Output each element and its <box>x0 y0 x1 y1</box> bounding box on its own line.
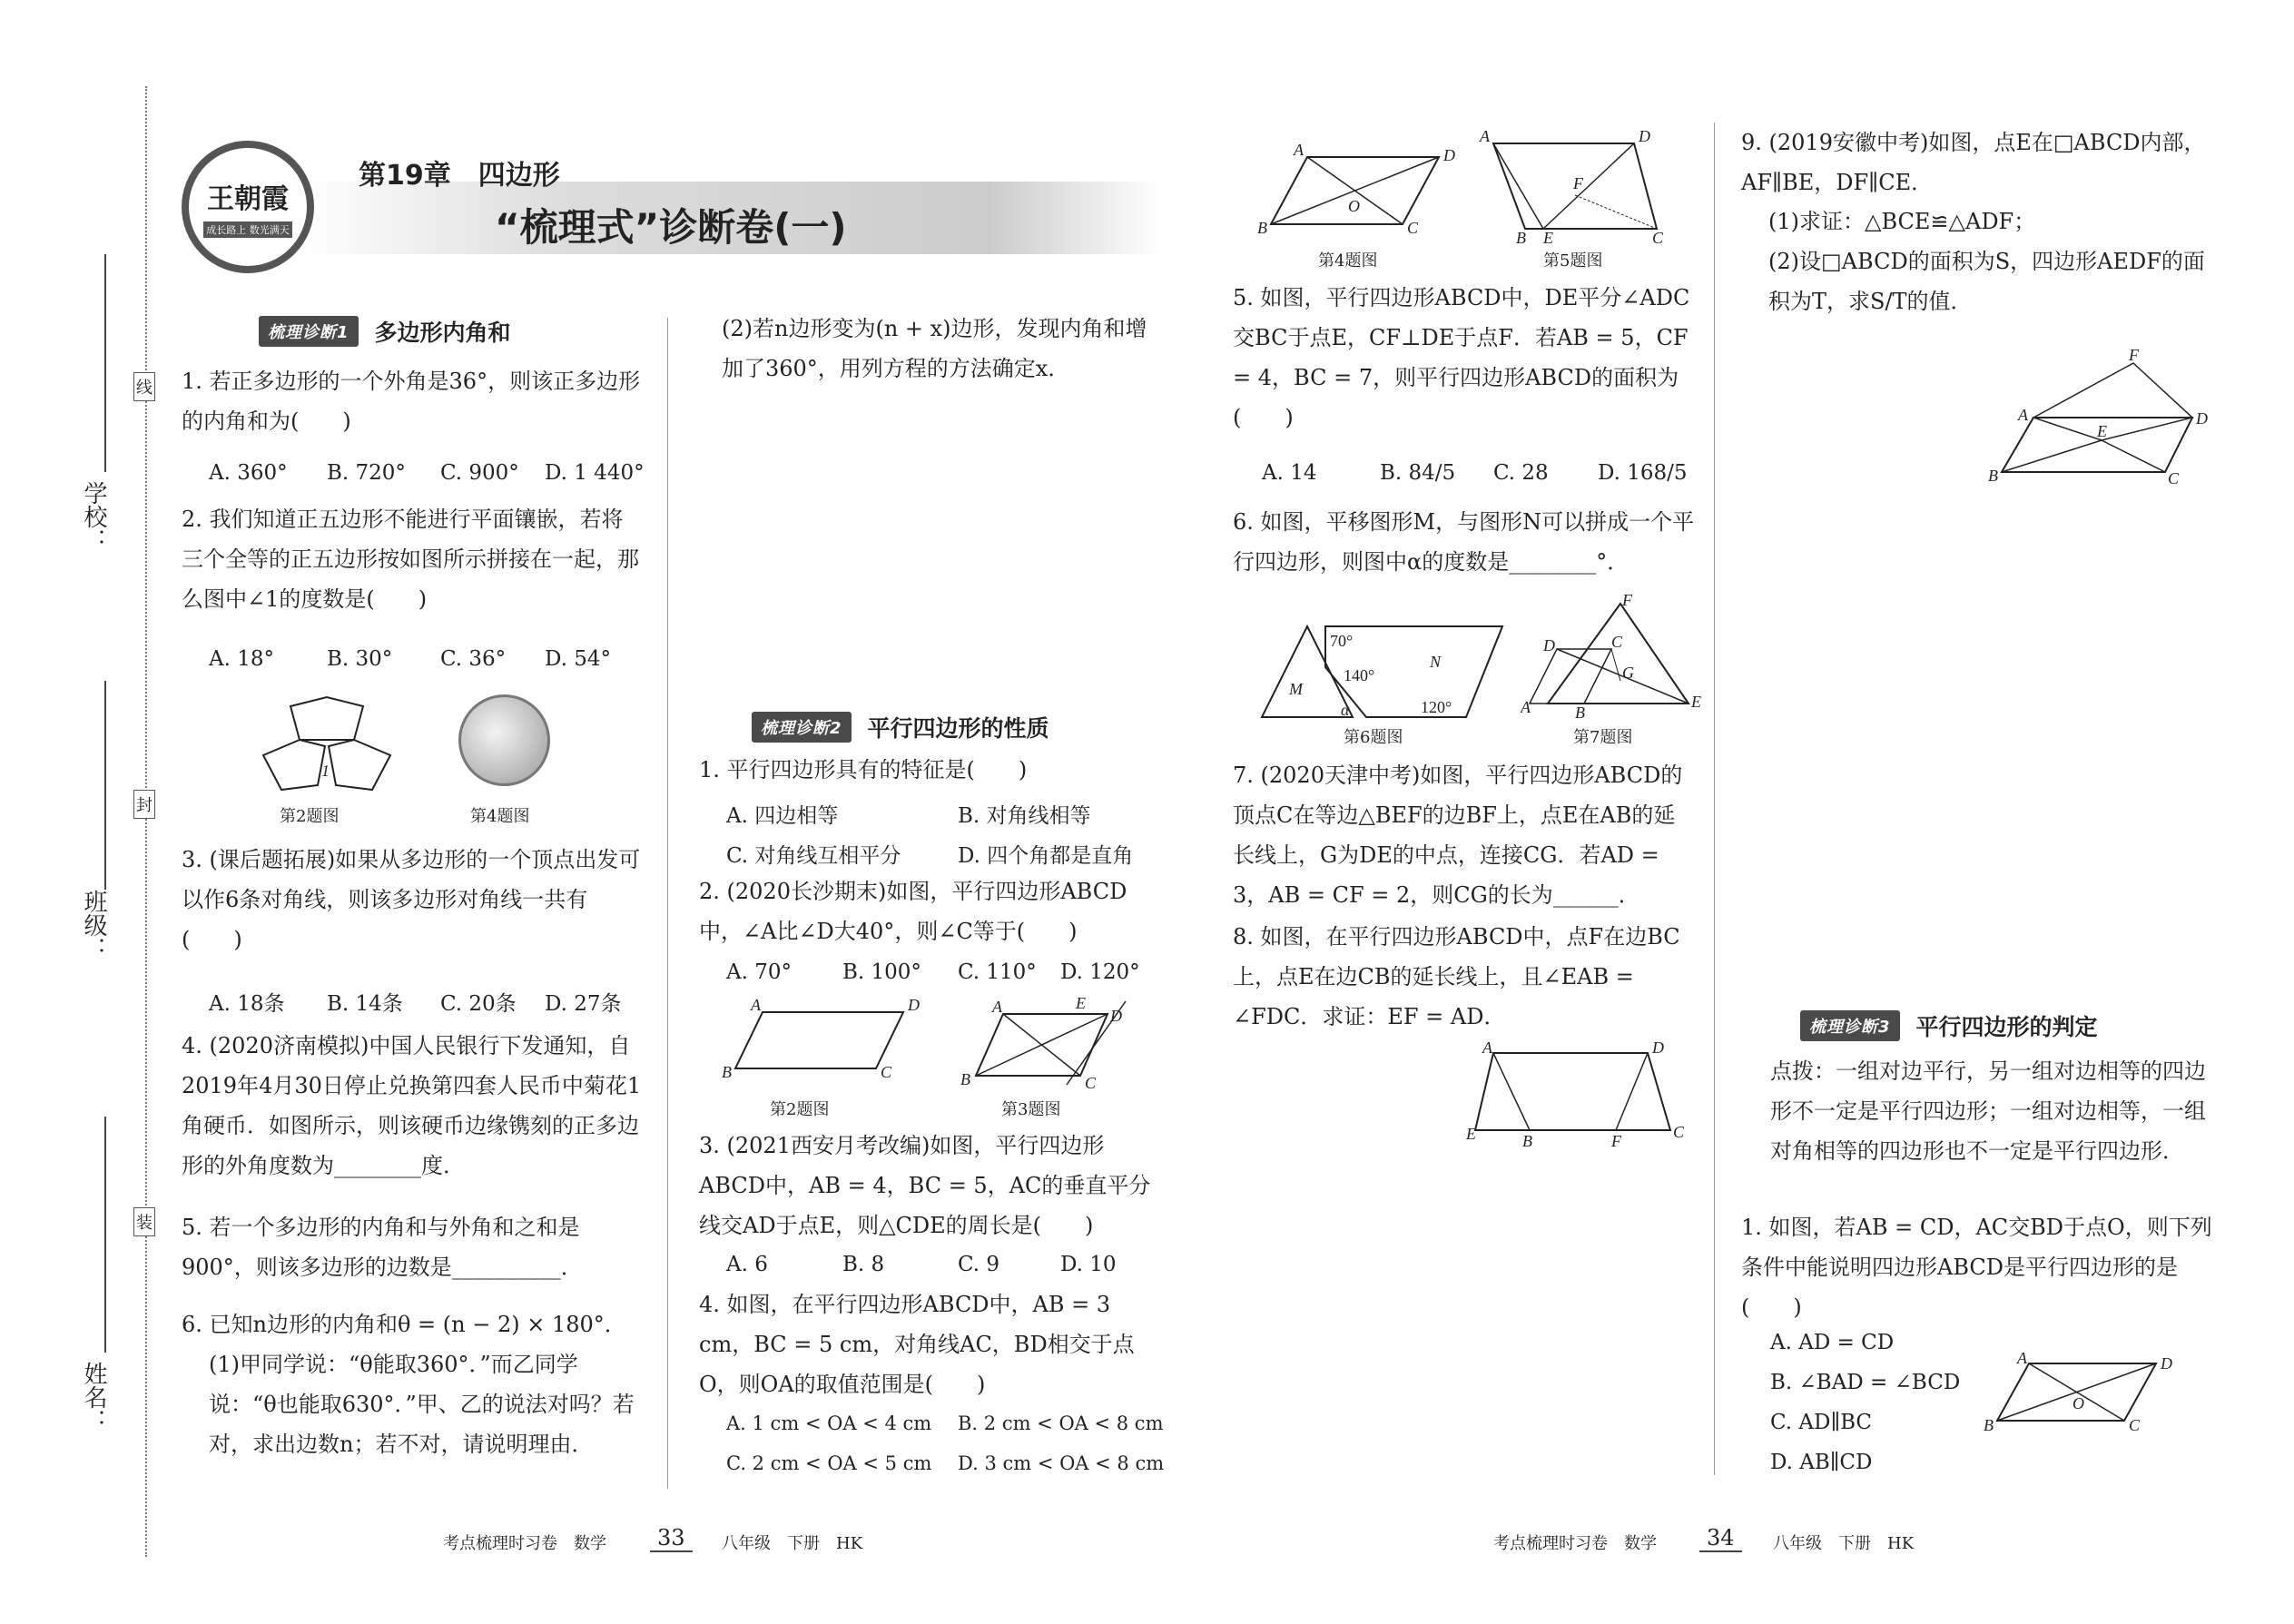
svg-text:B: B <box>1984 1416 1994 1434</box>
section-tag: 梳理诊断1 <box>259 316 359 347</box>
question-5: 5. 若一个多边形的内角和与外角和之和是900°，则该多边形的边数是__________． <box>182 1215 583 1280</box>
question-7: 7. (2020天津中考)如图，平行四边形ABCD的顶点C在等边△BEF的边BF上，点E在AB的延长线上，G为DE的中点，连接CG．若AD = 3，AB = CF = 2，则CG的长为______． <box>1233 763 1683 908</box>
svg-text:A: A <box>751 996 761 1014</box>
svg-text:M: M <box>1289 680 1303 698</box>
option[interactable]: A. 360° <box>209 461 288 485</box>
parallelogram-figure <box>958 994 1148 1094</box>
translation-figure <box>1257 617 1511 726</box>
question-2: 2. 我们知道正五边形不能进行平面镶嵌，若将三个全等的正五边形按如图所示拼接在一起，那么图中∠1的度数是( ) <box>182 507 639 612</box>
question-9-part-1: (1)求证：△BCE≌△ADF； <box>1768 209 2036 234</box>
svg-text:A: A <box>1294 141 1304 159</box>
option[interactable]: C. 110° <box>958 960 1037 984</box>
svg-text:N: N <box>1430 653 1442 671</box>
logo <box>182 141 314 273</box>
option[interactable]: A. 四边相等 <box>726 804 839 828</box>
svg-text:D: D <box>1543 636 1555 655</box>
question-9: 9. (2019安徽中考)如图，点E在□ABCD内部，AF∥BE，DF∥CE． <box>1741 130 2206 195</box>
pentagon-figure <box>254 690 399 799</box>
svg-text:B: B <box>1522 1132 1532 1148</box>
parallelogram-figure <box>1984 349 2210 486</box>
parallelogram-figure <box>1984 1353 2174 1434</box>
option[interactable]: B. 8 <box>842 1253 885 1276</box>
svg-text:A: A <box>992 998 1002 1016</box>
section-3-header <box>1800 1009 2098 1042</box>
parallelogram-figure <box>722 994 921 1085</box>
parallelogram-figure <box>1475 127 1675 245</box>
option[interactable]: D. 27条 <box>545 992 622 1016</box>
option[interactable]: B. 2 cm < OA < 8 cm <box>958 1412 1164 1434</box>
svg-text:B: B <box>960 1070 970 1088</box>
question-3: 3. (2021西安月考改编)如图，平行四边形ABCD中，AB = 4，BC = 5，AC的垂直平分线交AD于点E，则△CDE的周长是( ) <box>699 1133 1151 1238</box>
option[interactable]: A. 1 cm < OA < 4 cm <box>726 1412 932 1434</box>
option[interactable]: C. 对角线互相平分 <box>726 844 901 868</box>
svg-text:D: D <box>2161 1354 2172 1373</box>
option[interactable]: D. 四个角都是直角 <box>958 844 1134 868</box>
seal-zhuang: 装 <box>133 1207 155 1236</box>
angle-label: 1 <box>321 762 330 780</box>
name-label: 姓名： <box>80 1362 107 1432</box>
option[interactable]: D. 1 440° <box>545 461 645 485</box>
coin-image <box>458 694 550 786</box>
svg-text:F: F <box>1622 595 1632 609</box>
option[interactable]: C. 2 cm < OA < 5 cm <box>726 1452 932 1474</box>
question-6-part-2: (2)若n边形变为(n + x)边形，发现内角和增加了360°，用列方程的方法确定x． <box>722 316 1147 381</box>
page-number: 34 <box>1699 1525 1742 1552</box>
parallelogram-figure <box>1466 1039 1684 1148</box>
option[interactable]: D. 54° <box>545 647 612 671</box>
option[interactable]: A. 18° <box>209 647 274 671</box>
option[interactable]: A. 6 <box>726 1253 768 1276</box>
question-6: 6. 如图，平移图形M，与图形N可以拼成一个平行四边形，则图中α的度数是________°． <box>1233 509 1695 575</box>
option[interactable]: D. 168/5 <box>1598 461 1688 485</box>
option[interactable]: C. AD∥BC <box>1770 1411 1873 1434</box>
svg-text:E: E <box>1466 1125 1476 1143</box>
svg-text:D: D <box>1110 1007 1122 1025</box>
binding-line <box>145 86 147 1557</box>
option[interactable]: D. 3 cm < OA < 8 cm <box>958 1452 1165 1474</box>
option[interactable]: C. 9 <box>958 1253 1000 1276</box>
column-divider <box>667 318 668 1489</box>
svg-text:D: D <box>2196 409 2208 428</box>
svg-text:C: C <box>881 1063 892 1081</box>
school-field[interactable] <box>104 254 106 472</box>
option[interactable]: B. 84/5 <box>1380 461 1456 485</box>
footer-left: 考点梳理时习卷 数学 <box>1493 1534 1657 1553</box>
option[interactable]: A. 14 <box>1262 461 1317 485</box>
question-5: 5. 如图，平行四边形ABCD中，DE平分∠ADC交BC于点E，CF⊥DE于点F．若AB = 5，CF = 4，BC = 7，则平行四边形ABCD的面积为( ) <box>1233 285 1690 430</box>
figure-caption: 第4题图 <box>470 807 530 826</box>
svg-text:E: E <box>1076 994 1086 1012</box>
svg-text:C: C <box>1611 633 1623 651</box>
seal-xian: 线 <box>133 372 155 401</box>
svg-text:C: C <box>1652 229 1664 245</box>
svg-text:C: C <box>2168 469 2180 486</box>
question-4: 4. (2020济南模拟)中国人民银行下发通知，自2019年4月30日停止兑换第四套人民币中菊花1角硬币．如图所示，则该硬币边缘镌刻的正多边形的外角度数为________度． <box>182 1033 642 1178</box>
svg-text:G: G <box>1622 664 1634 682</box>
svg-text:O: O <box>2072 1394 2084 1412</box>
footer-left: 考点梳理时习卷 数学 <box>443 1534 606 1553</box>
section-2-header <box>752 711 1049 743</box>
class-label: 班级： <box>80 890 107 960</box>
seal-feng: 封 <box>133 790 155 819</box>
question-1: 1. 若正多边形的一个外角是36°，则该正多边形的内角和为( ) <box>182 369 641 434</box>
option[interactable]: B. 100° <box>842 960 921 984</box>
option[interactable]: A. AD = CD <box>1770 1331 1895 1354</box>
svg-text:D: D <box>908 996 920 1014</box>
svg-text:A: A <box>2018 406 2028 424</box>
column-divider <box>1714 123 1715 1475</box>
svg-text:B: B <box>1257 219 1267 237</box>
question-3: 3. (课后题拓展)如果从多边形的一个顶点出发可以作6条对角线，则该多边形对角线一共有( ) <box>182 847 641 952</box>
figure-caption: 第4题图 <box>1318 251 1378 271</box>
section-tag: 梳理诊断2 <box>752 712 852 743</box>
question-6-part-1: (1)甲同学说：“θ能取360°．”而乙同学说：“θ也能取630°．”甲、乙的说法对吗？若对，求出边数n；若不对，请说明理由． <box>209 1352 635 1457</box>
page-title: “梳理式”诊断卷(一) <box>495 205 847 250</box>
svg-text:D: D <box>1443 146 1455 164</box>
figure-caption: 第6题图 <box>1344 728 1403 747</box>
triangle-figure <box>1521 595 1702 722</box>
figure-caption: 第5题图 <box>1543 251 1603 271</box>
svg-text:A: A <box>1480 127 1490 145</box>
chapter-title: 第19章 四边形 <box>359 160 560 192</box>
tip-text: 点拨：一组对边平行，另一组对边相等的四边形不一定是平行四边形；一组对边相等，一组对角相等的四边形也不一定是平行四边形． <box>1770 1058 2206 1164</box>
angle-alpha: α <box>1341 701 1350 719</box>
angle-70: 70° <box>1330 632 1354 650</box>
option[interactable]: C. 20条 <box>440 992 517 1016</box>
option[interactable]: B. 14条 <box>327 992 403 1016</box>
question-4: 4. 如图，在平行四边形ABCD中，AB = 3 cm，BC = 5 cm，对角线AC，BD相交于点O，则OA的取值范围是( ) <box>699 1292 1135 1397</box>
svg-text:C: C <box>2129 1416 2141 1434</box>
option[interactable]: C. 36° <box>440 647 507 671</box>
figure-caption: 第2题图 <box>770 1100 830 1119</box>
question-6: 6. 已知n边形的内角和θ = (n − 2) × 180°． <box>182 1312 626 1337</box>
parallelogram-figure <box>1257 141 1475 241</box>
angle-120: 120° <box>1421 698 1452 716</box>
footer-right: 八年级 下册 HK <box>1773 1534 1915 1553</box>
option[interactable]: C. 900° <box>440 461 519 485</box>
svg-text:F: F <box>2129 349 2139 364</box>
svg-text:F: F <box>1573 174 1583 192</box>
option[interactable]: C. 28 <box>1493 461 1549 485</box>
option[interactable]: B. 720° <box>327 461 406 485</box>
svg-text:A: A <box>2017 1353 2027 1367</box>
svg-text:B: B <box>1575 704 1585 722</box>
svg-text:C: C <box>1407 219 1419 237</box>
question-9-part-2: (2)设□ABCD的面积为S，四边形AEDF的面积为T，求S/T的值． <box>1768 249 2205 314</box>
svg-text:F: F <box>1611 1132 1621 1148</box>
name-field[interactable] <box>104 1117 106 1353</box>
angle-140: 140° <box>1344 666 1375 684</box>
question-8: 8. 如图，在平行四边形ABCD中，点F在边BC上，点E在边CB的延长线上，且∠EAB = ∠FDC．求证：EF = AD． <box>1233 924 1680 1029</box>
section-tag: 梳理诊断3 <box>1800 1010 1900 1041</box>
class-field[interactable] <box>104 681 106 890</box>
figure-caption: 第3题图 <box>1001 1100 1061 1119</box>
question-1: 1. 平行四边形具有的特征是( ) <box>699 757 1028 782</box>
option[interactable]: B. 对角线相等 <box>958 804 1091 828</box>
svg-text:D: D <box>1652 1039 1664 1057</box>
svg-text:B: B <box>1988 467 1998 485</box>
svg-text:E: E <box>1691 693 1701 711</box>
logo-sub: 成长路上 数光满天 <box>203 221 292 238</box>
section-title: 平行四边形的性质 <box>867 715 1049 742</box>
option[interactable]: B. 30° <box>327 647 393 671</box>
svg-text:A: A <box>1482 1039 1492 1057</box>
footer-right: 八年级 下册 HK <box>722 1534 863 1553</box>
option[interactable]: D. 120° <box>1060 960 1140 984</box>
option[interactable]: A. 18条 <box>209 992 285 1016</box>
svg-text:D: D <box>1639 127 1650 145</box>
section-title: 多边形内角和 <box>374 320 511 346</box>
option[interactable]: B. ∠BAD = ∠BCD <box>1770 1371 1961 1394</box>
svg-text:B: B <box>722 1063 732 1081</box>
option[interactable]: A. 70° <box>726 960 792 984</box>
svg-text:A: A <box>1521 698 1531 716</box>
section-title: 平行四边形的判定 <box>1915 1014 2098 1040</box>
svg-text:C: C <box>1085 1074 1097 1092</box>
logo-text: 王朝霞 <box>207 183 289 215</box>
svg-text:B: B <box>1516 229 1526 245</box>
option[interactable]: D. 10 <box>1060 1253 1117 1276</box>
page-number: 33 <box>650 1525 693 1552</box>
svg-text:E: E <box>2097 422 2107 440</box>
question-1: 1. 如图，若AB = CD，AC交BD于点O，则下列条件中能说明四边形ABCD是平行四边形的是( ) <box>1741 1215 2212 1320</box>
svg-text:O: O <box>1348 197 1360 215</box>
svg-text:C: C <box>1673 1123 1684 1141</box>
svg-text:E: E <box>1543 229 1553 245</box>
figure-caption: 第7题图 <box>1573 728 1633 747</box>
figure-caption: 第2题图 <box>280 807 340 826</box>
option[interactable]: D. AB∥CD <box>1770 1451 1873 1474</box>
section-1-header <box>259 315 511 348</box>
school-label: 学校： <box>80 481 107 552</box>
question-2: 2. (2020长沙期末)如图，平行四边形ABCD中，∠A比∠D大40°，则∠C等于( ) <box>699 879 1127 944</box>
